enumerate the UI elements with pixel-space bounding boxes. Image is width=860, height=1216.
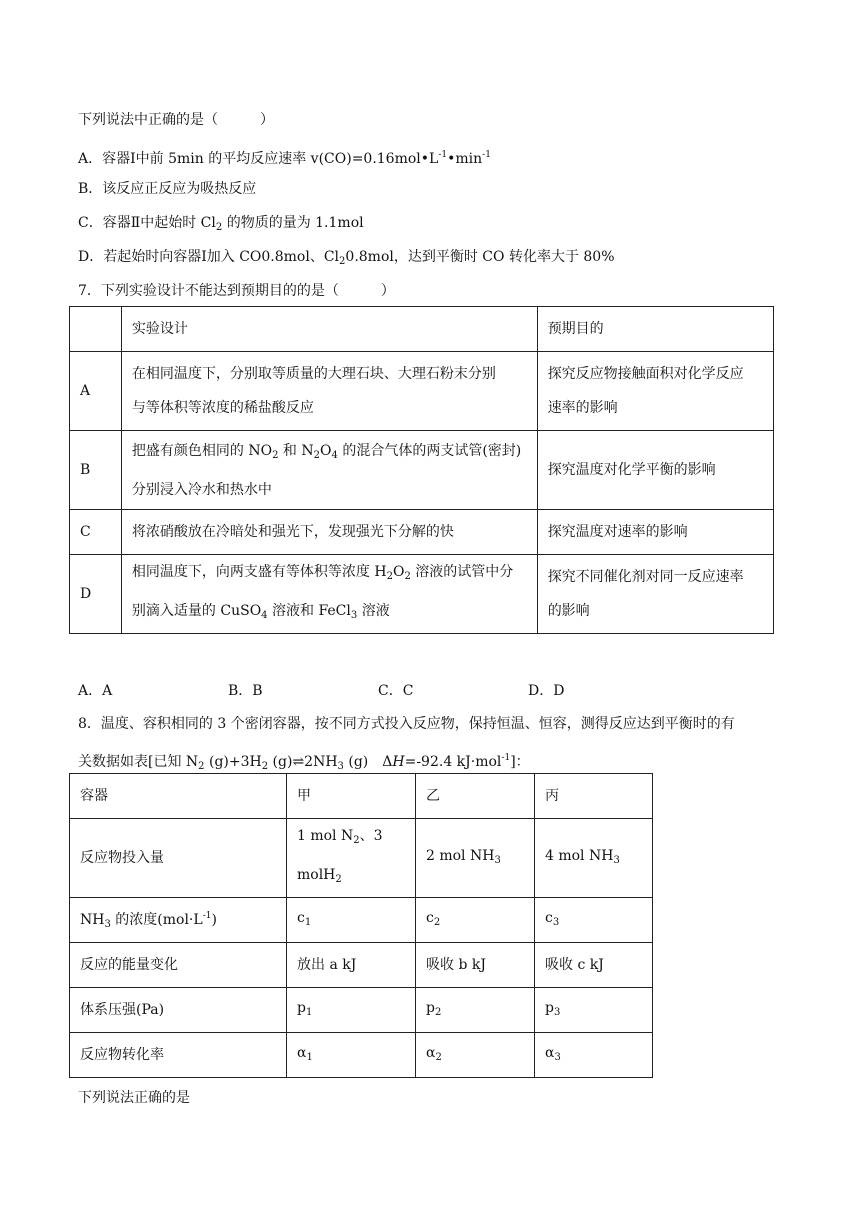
q6-option-b: B．该反应正反应为吸热反应 <box>78 181 257 197</box>
q7-option-a: A．A <box>78 683 113 699</box>
table-row-energy <box>70 943 653 988</box>
table-row-c <box>70 510 774 555</box>
design-cell: 把盛有颜色相同的 $NO_2$ 和 $N_2O_4$ 的混合气体的两支试管(密封) 分别浸入冷水和热水中 <box>121 431 537 510</box>
row-key: 反应物转化率 <box>70 1033 287 1078</box>
q7-options <box>78 680 678 700</box>
table-row-pressure <box>70 988 653 1033</box>
header-jia: 甲 <box>287 774 416 819</box>
cell-jia: $c_1$ <box>287 898 416 943</box>
table-row-d <box>70 555 774 634</box>
cell-yi: 2 mol $NH_3$ <box>416 819 535 898</box>
cell-bing: 4 mol $NH_3$ <box>535 819 653 898</box>
cell-jia: $\alpha_1$ <box>287 1033 416 1078</box>
cell-bing: 吸收 c kJ <box>535 943 653 988</box>
table-row-conversion <box>70 1033 653 1078</box>
purpose-cell: 探究温度对速率的影响 <box>537 510 773 555</box>
q8-stem-line2: 关数据如表[已知 $N_2$ $(g)+3H_2$ $(g)\rightleftharpoons 2NH_3$ (g) ΔH=-92.4 kJ·mol$^{-1}$]： <box>78 753 530 772</box>
q8-table <box>69 773 653 1078</box>
table-row-a <box>70 352 774 431</box>
design-cell: 将浓硝酸放在冷暗处和强光下，发现强光下分解的快 <box>121 510 537 555</box>
cell-yi: $c_2$ <box>416 898 535 943</box>
purpose-cell: 探究反应物接触面积对化学反应 速率的影响 <box>537 352 773 431</box>
cell-yi: 吸收 b kJ <box>416 943 535 988</box>
q7-table <box>69 306 774 634</box>
row-label: B <box>70 431 122 510</box>
purpose-cell: 探究温度对化学平衡的影响 <box>537 431 773 510</box>
q7-stem: 7．下列实验设计不能达到预期目的的是（ ） <box>78 283 395 299</box>
header-purpose: 预期目的 <box>537 307 773 352</box>
table-row-concentration <box>70 898 653 943</box>
header-container: 容器 <box>70 774 287 819</box>
q7-option-b: B．B <box>228 683 263 699</box>
q7-option-d: D．D <box>528 683 565 699</box>
design-cell: 在相同温度下，分别取等质量的大理石块、大理石粉末分别 与等体积等浓度的稀盐酸反应 <box>121 352 537 431</box>
row-key: $NH_3$ 的浓度$(mol\cdot L^{-1})$ <box>70 898 287 943</box>
row-label: D <box>70 555 122 634</box>
q6-option-d: D．若起始时向容器Ⅰ加入 CO0.8mol、$Cl_20.8mol$，达到平衡时 CO 转化率大于 80% <box>78 249 615 267</box>
row-key: 体系压强(Pa) <box>70 988 287 1033</box>
table-row-feed <box>70 819 653 898</box>
cell-bing: $c_3$ <box>535 898 653 943</box>
header-bing: 丙 <box>535 774 653 819</box>
table-row-b <box>70 431 774 510</box>
table-header-row <box>70 774 653 819</box>
cell-yi: $\alpha_2$ <box>416 1033 535 1078</box>
cell-jia: $p_1$ <box>287 988 416 1033</box>
cell-yi: $p_2$ <box>416 988 535 1033</box>
q8-after-text: 下列说法正确的是 <box>78 1090 190 1106</box>
row-key: 反应的能量变化 <box>70 943 287 988</box>
q6-option-c: C．容器Ⅱ中起始时 $Cl_2$ 的物质的量为 1.1mol <box>78 215 364 233</box>
cell-bing: $p_3$ <box>535 988 653 1033</box>
table-header-row <box>70 307 774 352</box>
row-key: 反应物投入量 <box>70 819 287 898</box>
row-label: A <box>70 352 122 431</box>
header-design: 实验设计 <box>121 307 537 352</box>
cell-jia: 1 mol $N_2$、3 molH$_2$ <box>287 819 416 898</box>
table-cell-empty <box>70 307 122 352</box>
q6-stem: 下列说法中正确的是（ ） <box>78 112 274 128</box>
row-label: C <box>70 510 122 555</box>
cell-bing: $\alpha_3$ <box>535 1033 653 1078</box>
purpose-cell: 探究不同催化剂对同一反应速率 的影响 <box>537 555 773 634</box>
q6-option-a: A．容器Ⅰ中前 5min 的平均反应速率 $v(CO)=0.16mol•L^{-1}•\min^{-1}$ <box>78 150 491 167</box>
cell-jia: 放出 a kJ <box>287 943 416 988</box>
header-yi: 乙 <box>416 774 535 819</box>
design-cell: 相同温度下，向两支盛有等体积等浓度 $H_2O_2$ 溶液的试管中分 别滴入适量的 CuSO$_4$ 溶液和 FeCl$_3$ 溶液 <box>121 555 537 634</box>
q7-option-c: C．C <box>378 683 414 699</box>
q8-stem-line1: 8．温度、容积相同的 3 个密闭容器，按不同方式投入反应物，保持恒温、恒容，测得反应达到平衡时的有 <box>78 716 735 732</box>
